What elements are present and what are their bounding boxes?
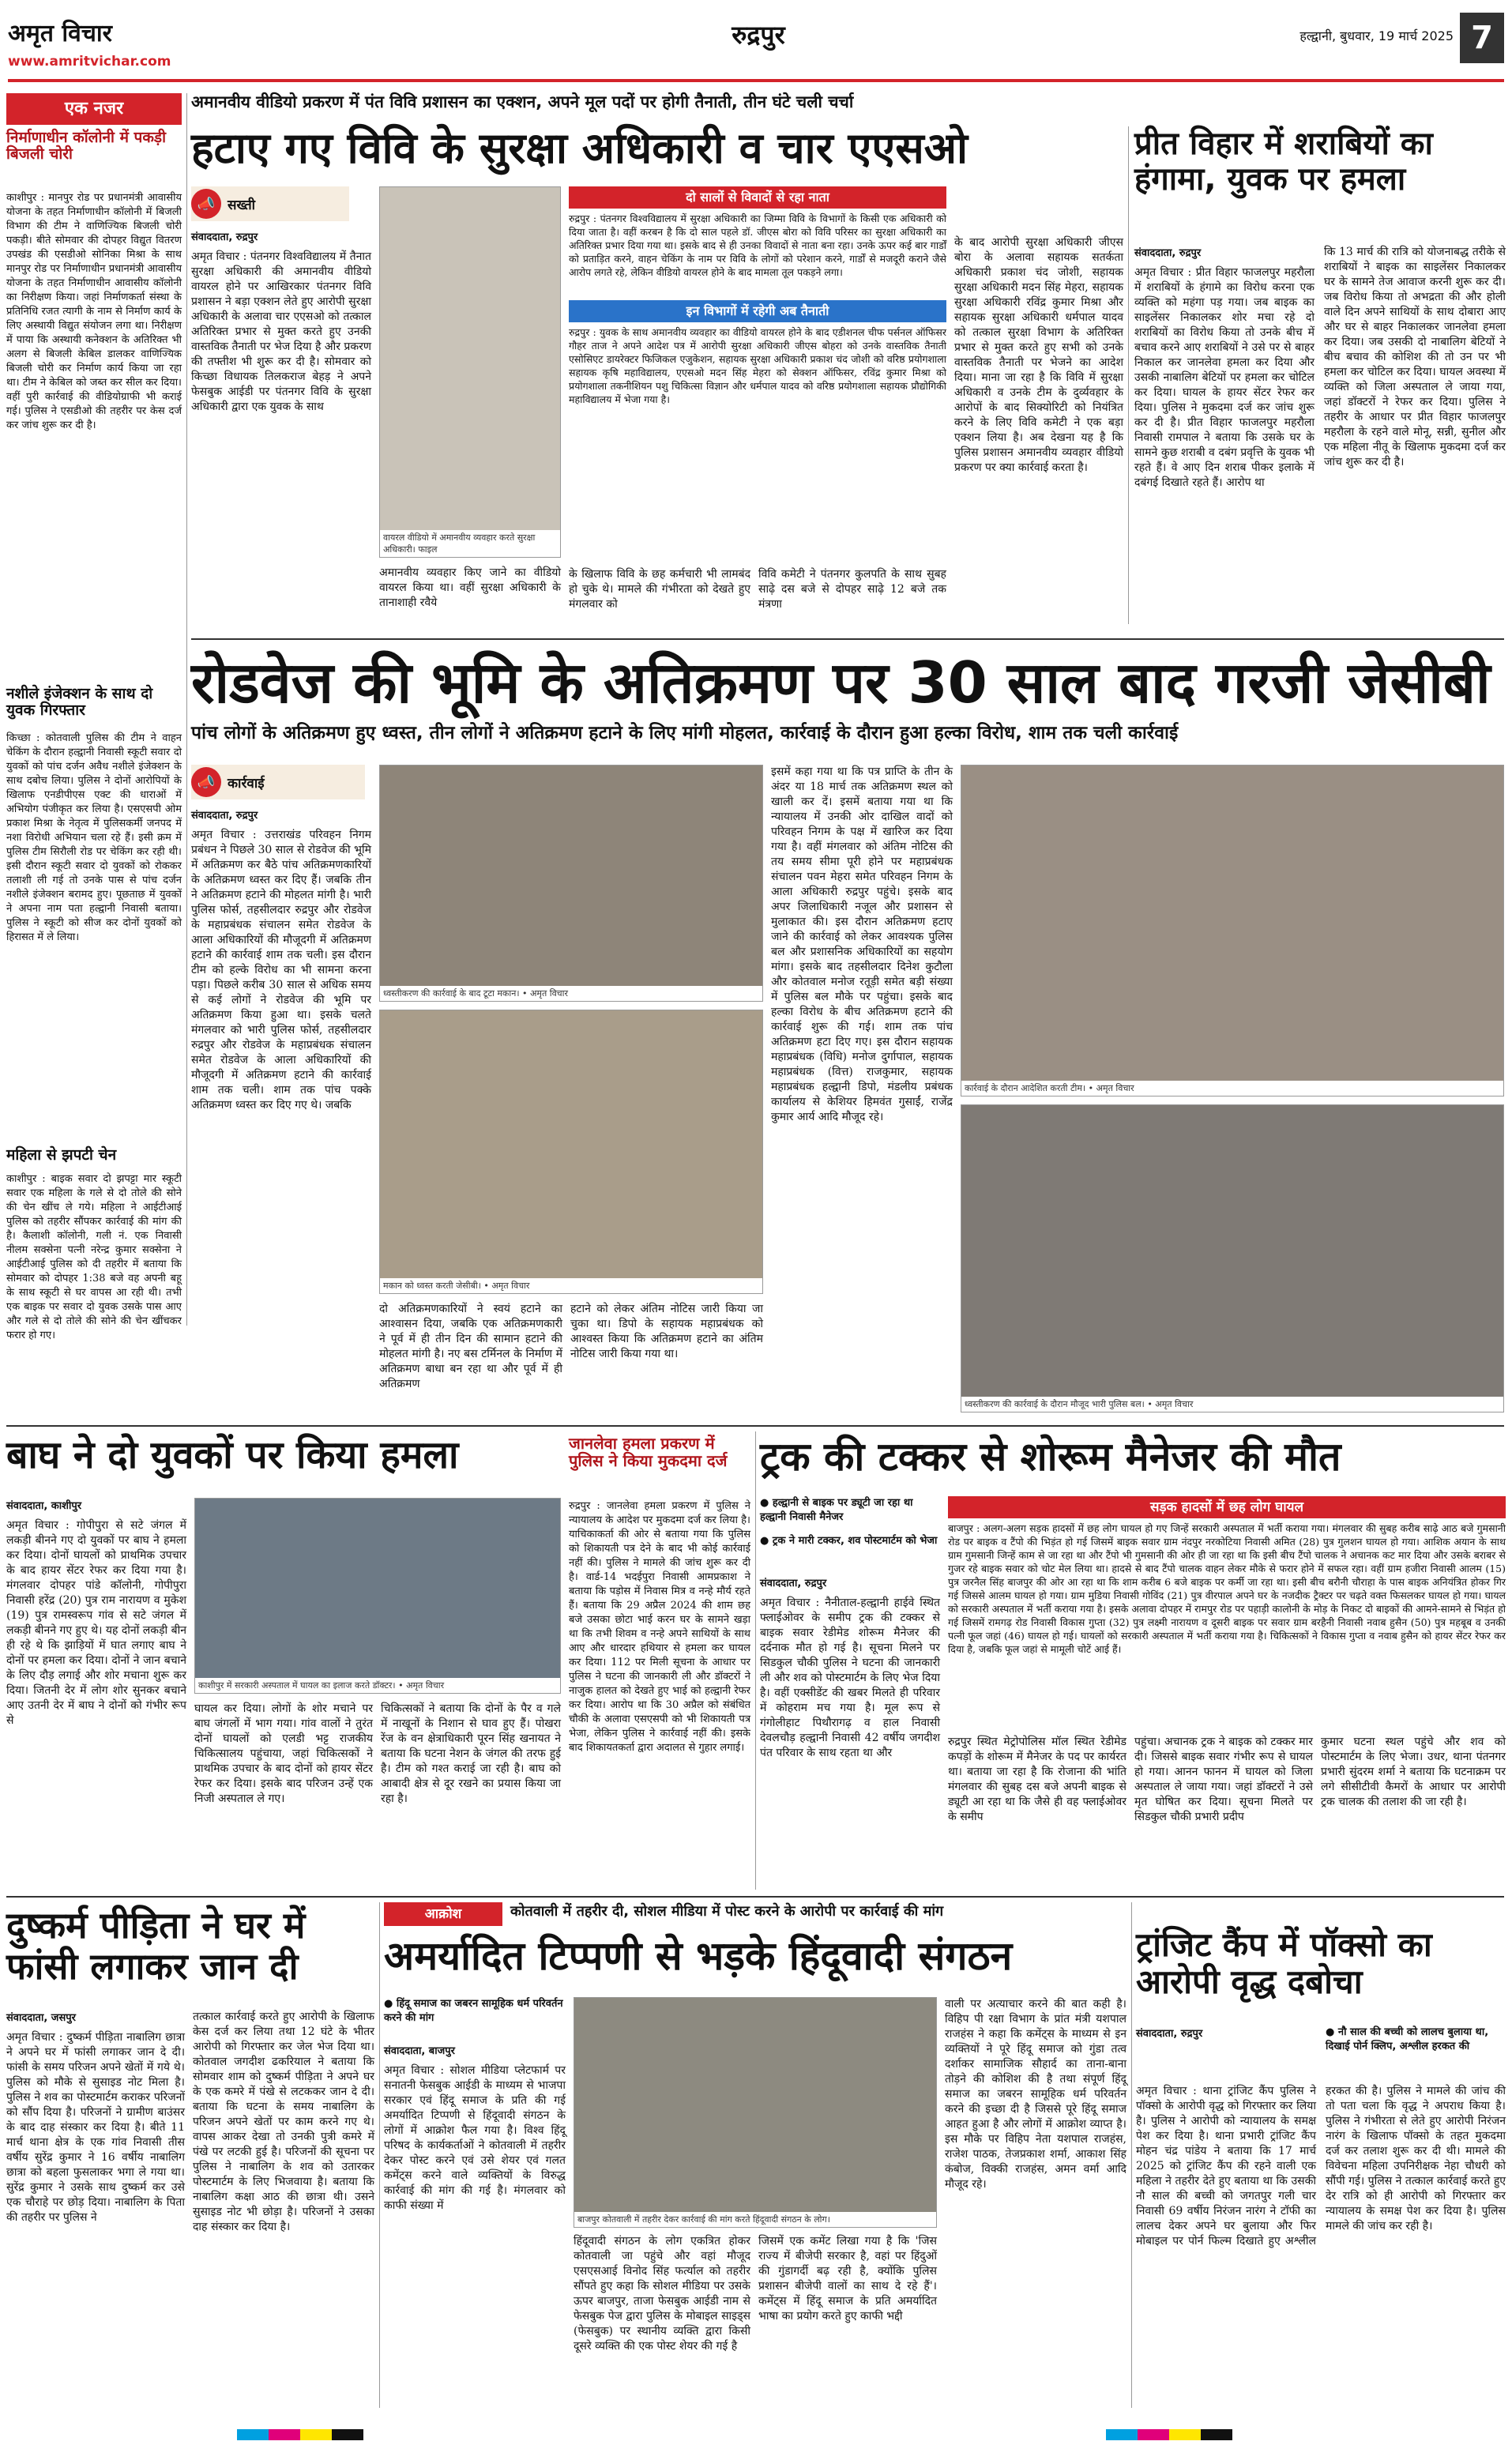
section-rule [191, 638, 1504, 640]
story-headline: जानलेवा हमला प्रकरण में पुलिस ने किया मुकदमा दर्ज [569, 1434, 728, 1471]
story-body: तत्काल कार्रवाई करते हुए आरोपी के खिलाफ केस दर्ज कर लिया तथा 12 घंटे के भीतर आरोपी को गिरफ्तार कर जेल भेज दिया था। कोतवाल जगदीश ढकरियाल ने बताया कि सोमवार शाम को दुष्कर्म पीड़िता ने अपने घर के एक कमरे में पंखे से लटककर जान दे दी। बताया कि घटना के समय नाबालिग के परिजन अपने खेतों पर काम करने गए थे। वापस आकर देखा तो उनकी पुत्री कमरे में पंखे पर लटकी हुई है। परिजनों की सूचना पर पुलिस ने नाबालिग के शव को उतारकर पोस्टमार्टम के लिए भिजवाया है। बताया कि नाबालिग कक्षा आठ की छात्रा थी। उसने सुसाइड नोट भी छोड़ा है। परिजनों ने उसका दाह संस्कार कर दिया है। [193, 2011, 374, 2233]
black-swatch [332, 2429, 363, 2440]
story-body: कुमार घटना स्थल पहुंचे और शव को पोस्टमार्टम के लिए भेजा। उधर, थाना पंतनगर प्रभारी सुंदरम शर्मा ने बताया कि घटनाक्रम पर लगे सीसीटीवी कैमरों के आधार पर आरोपी ट्रक चालक की तलाश की जा रही है। [1321, 1736, 1506, 1808]
photo-caption: ध्वस्तीकरण की कार्रवाई के दौरान मौजूद भारी पुलिस बल। • अमृत विचार [961, 1397, 1503, 1412]
masthead [0, 0, 1512, 87]
story-headline: अमर्यादित टिप्पणी से भड़के हिंदूवादी संगठन [384, 1933, 1013, 1979]
photo-caption: ध्वस्तीकरण की कार्रवाई के बाद टूटा मकान। • अमृत विचार [380, 986, 762, 1001]
story-headline: दुष्कर्म पीड़िता ने घर में फांसी लगाकर जान दी [6, 1904, 306, 1988]
story-police-case [569, 1431, 750, 1890]
dateline: हल्द्वानी, बुधवार, 19 मार्च 2025 [1299, 28, 1454, 43]
story-headline: रोडवेज की भूमि के अतिक्रमण पर 30 साल बाद गरजी जेसीबी [191, 649, 1491, 716]
story-pocso [1136, 1902, 1506, 2408]
story-headline: प्रीत विहार में शराबियों का हंगामा, युवक पर हमला [1134, 126, 1433, 197]
story-roadways-encroachment [191, 645, 1504, 1419]
photo-caption: वायरल वीडियो में अमानवीय व्यवहार करते सुरक्षा अधिकारी। फाइल [380, 530, 560, 557]
story-body: के खिलाफ विवि के छह कर्मचारी भी लामबंद हो चुके थे। मामले की गंभीरता को देखते हुए मंगलवार को [569, 568, 750, 611]
story-hindu-organisations [384, 1902, 1126, 2408]
story-body: घायल कर दिया। लोगों के शोर मचाने पर बाघ जंगलों में भाग गया। गांव वालों ने तुरंत दोनों घायलों को एलडी भट्ट राजकीय चिकित्सालय पहुंचाया, जहां चिकित्सकों ने प्राथमिक उपचार के बाद दोनों को हायर सेंटर रेफर कर दिया। इसके बाद परिजन उन्हें एक निजी अस्पताल ले गए। [194, 1702, 373, 1805]
byline: संवाददाता, बाजपुर [384, 2045, 455, 2057]
box-text: रुद्रपुर : पंतनगर विश्वविद्यालय में सुरक्षा अधिकारी का जिम्मा विवि के विभागों के किसी एक अधिकारी को दिया जाता है। वहीं करबन है कि दो साल पहले डॉ. जीएस बोरा को विवि परिसर का सुरक्षा अधिकारी का अतिरिक्त प्रभार दिया गया था। इसके बाद से ही उनका विवादों से नाता बना रहा। उनके ऊपर कई बार गार्डों को प्रताड़ित करने, वाहन चेकिंग के नाम पर विवि के लोगों को परेशान करने, गार्डों से मजदूरी कराने जैसे आरोप लगते रहे, लेकिन वीडियो वायरल होने के बाद मामला तूल पकड़ने लगा। [569, 213, 946, 278]
cyan-swatch [1106, 2429, 1138, 2440]
photo-caption: काशीपुर में सरकारी अस्पताल में घायल का इलाज करते डॉक्टर। • अमृत विचार [195, 1678, 560, 1693]
story-bullet [760, 1496, 942, 1533]
box-text: बाजपुर : अलग-अलग सड़क हादसों में छह लोग घायल हो गए जिन्हें सरकारी अस्पताल में भर्ती कराया गया। मंगलवार की सुबह करीब साढ़े आठ बजे गुमसानी रोड पर बाइक व टैंपो की भिड़ंत हो गई जिसमें बाइक सवार ग्राम नंदपुर नरकोटिया निवासी अमित (28) पुत्र गुलशन घायल हो गया। आशिक अयान के साथ ग्राम गुमसानी जिन्हें काम से जा रहा था और टैंपो भी गुमसानी की ओर ही जा रहा था कि इसी बीच टैंपो चालक ने अचानक कट मार दिया और उसके बराबर से गुजर रहे बाइक सवार को चोट मेल लिया था। हादसे से बाद टैंपो चालक वाहन लेकर मौके से फरार होने में सफल रहा। वहीं ग्राम हजीरा निवासी आलम (15) पुत्र जरनैल सिंह बाजपुर की ओर आ रहा था कि शाम करीब 6 बजे बाइक पर कर्मी जा रहा था। इसी बीच बरौनी चौराहा के पास बाइक अनियंत्रित होकर गिर गई जिससे आलम घायल हो गया। ग्राम मुडिया निवासी गोविंद (21) पुत्र वीरपाल अपने घर के नजदीक ट्रैक्टर पर चढ़ते वक्त फिसलकर घायल हो गया। घायल को सरकारी अस्पताल में भर्ती कराया गया है। इसके अलावा दोपहर में रामपुर रोड पर पहाड़ी कालोनी के मोड़ के निकट दो बाइकों की आमने-सामने से भिड़ंत हो गई जिसमें रामगढ़ रोड निवासी विकास गुप्ता (32) पुत्र लक्ष्मी नारायण व दूसरी बाइक पर सवार ग्राम बरहैनी निवासी नवाब हुसैन (50) पुत्र महबूब व उनकी पत्नी फूल जहां (46) घायल हो गई। घायलों को सरकारी अस्पताल में भर्ती कराया गया है। चिकित्सकों ने विकास गुप्ता व नवाब हुसैन को हायर सेंटर रेफर कर दिया है, जबकि फूल जहां से मामूली चोटें आई हैं। [948, 1522, 1506, 1655]
story-body: विवि कमेटी ने पंतनगर कुलपति के साथ सुबह साढ़े दस बजे से दोपहर साढ़े 12 बजे तक मंत्रणा [758, 568, 946, 611]
column-rule [186, 93, 187, 1326]
bullet-icon: ● [760, 1535, 773, 1547]
story-photo [961, 765, 1504, 1096]
magenta-swatch [269, 2429, 300, 2440]
byline: संवाददाता, रुद्रपुर [760, 1578, 827, 1589]
story-body: दो अतिक्रमणकारियों ने स्वयं हटाने का आश्वासन दिया, जबकि एक अतिक्रमणकारी ने पूर्व में ही तीन दिन की सामान हटाने की मोहलत मांगी है। नए बस टर्मिनल के निर्माण में अतिक्रमण बाधा बन रहा था और पूर्व में ही अतिक्रमण [379, 1303, 562, 1390]
story-security-officers [191, 93, 1123, 630]
bullet-icon: ● [1326, 2026, 1338, 2038]
photo-caption: कार्रवाई के दौरान आदेशित करती टीम। • अमृत विचार [961, 1081, 1503, 1096]
photo-caption: बाजपुर कोतवाली में तहरीर देकर कार्रवाई की मांग करते हिंदूवादी संगठन के लोग। [574, 2212, 936, 2227]
column-rule [1131, 1902, 1132, 2408]
megaphone-icon: 📣 [191, 189, 221, 219]
story-strap: अमानवीय वीडियो प्रकरण में पंत विवि प्रशासन का एक्शन, अपने मूल पदों पर होगी तैनाती, तीन घंटे चली चर्चा [191, 92, 854, 111]
column-rule [755, 1431, 756, 1890]
bullet-text: नौ साल की बच्ची को लालच बुलाया था, दिखाई पोर्न क्लिप, अश्लील हरकत की [1326, 2026, 1489, 2052]
story-body: रुद्रपुर स्थित मेट्रोपोलिस मॉल स्थित रेडीमेड कपड़ों के शोरूम में मैनेजर के पद पर कार्यरत था। बताया जा रहा है कि रोजाना की भांति मंगलवार की सुबह दस बजे अपनी बाइक से ड्यूटी आ रहा था कि जैसे ही वह फ्लाईओवर के समीप [948, 1736, 1126, 1823]
sidebar-item-text: किच्छा : कोतवाली पुलिस की टीम ने वाहन चेकिंग के दौरान हल्द्वानी निवासी स्कूटी सवार दो युवकों को पांच दर्जन अवैध नशीले इंजेक्शन के साथ दबोच लिया। पुलिस ने दोनों आरोपियों के खिलाफ एनडीपीएस एक्ट की धाराओं में अभियोग पंजीकृत कर लिया है। एसएसपी ओम प्रकाश मिश्रा के नेतृत्व में पुलिसकर्मी जनपद में नशा विरोधी अभियान चला रहे हैं। इसी क्रम में पुलिस टीम सिरौली रोड पर चेकिंग कर रही थी। इसी दौरान स्कूटी सवार दो युवकों को रोककर तलाशी ली गई तो उनके पास से पांच दर्जन नशीले इंजेक्शन बरामद हुए। पूछताछ में युवकों ने अपना नाम पता हल्द्वानी निवासी बताया। पुलिस ने स्कूटी को सीज कर दोनों युवकों को हिरासत में ले लिया। [6, 732, 182, 943]
color-registration-strip [237, 2429, 363, 2440]
cyan-swatch [237, 2429, 269, 2440]
city-title: रुद्रपुर [732, 20, 785, 50]
story-headline: ट्रांजिट कैंप में पॉक्सो का आरोपी वृद्ध दबोचा [1136, 1925, 1432, 2002]
byline: संवाददाता, जसपुर [6, 2012, 76, 2024]
bullet-icon: ● [384, 1998, 397, 2010]
story-body: अमृत विचार : प्रीत विहार फाजलपुर महरौला में शराबियों के हंगामे का विरोध करना एक व्यक्ति को महंगा पड़ गया। जब बाइक का साइलेंसर निकालकर शोर मचा रहे दो शराबियों का विरोध किया तो उनके बीच में बचाव करने आए शराबियों ने उसे पर से बाहर निकाल कर जानलेवा हमला कर दिया और उसकी नाबालिग बेटियों पर हमला कर चोटिल कर दिया। घायल के हायर सेंटर रेफर कर दिया। पुलिस ने मुकदमा दर्ज कर जांच शुरू कर दी है। प्रीत विहार फाजलपुर महरौला निवासी रामपाल ने बताया कि उसके घर के सामने कुछ शराबी व दबंग प्रवृत्ति के युवक भी रहते हैं। वे आए दिन शराब पीकर इलाके में दबंगई दिखाते रहते हैं। आरोप था [1134, 266, 1315, 489]
story-body: जिसमें एक कमेंट लिखा गया है कि 'जिस राज्य में बीजेपी सरकार है, वहां पर हिंदुओं की गुंडागर्दी बढ़ रही है, क्योंकि पुलिस प्रशासन बीजेपी वालों का साथ दे रहे हैं'। कमेंट्स में हिंदू समाज के प्रति अमर्यादित भाषा का प्रयोग करते हुए काफी भद्दी [758, 2235, 937, 2323]
box-title: दो सालों से विवादों से रहा नाता [569, 186, 946, 209]
story-body: हटाने को लेकर अंतिम नोटिस जारी किया जा चुका था। डिपो के सहायक महाप्रबंधक को आश्वस्त किया कि अतिक्रमण हटाने का अंतिम नोटिस जारी किया गया था। [570, 1303, 763, 1360]
color-registration-strip [1106, 2429, 1232, 2440]
box-title: इन विभागों में रहेगी अब तैनाती [569, 300, 946, 322]
sidebar-item-headline: महिला से झपटी चेन [6, 1146, 117, 1164]
sidebar-item-text: काशीपुर : बाइक सवार दो झपट्टा मार स्कूटी सवार एक महिला के गले से दो तोले की सोने की चेन खींच ले गये। महिला ने आईटीआई पुलिस को तहरीर सौंपकर कार्रवाई की मांग की है। कैलाशी कॉलोनी, गली नं. एक निवासी नीलम सक्सेना पत्नी नरेन्द्र कुमार सक्सेना ने आईटीआई पुलिस को दी तहरीर में बताया कि सोमवार को दोपहर 1:38 बजे वह अपनी बहू के साथ स्कूटी से घर वापस आ रही थी। तभी एक बाइक पर सवार दो युवक उसके पास आए और गले से दो तोले की सोने की चेन खींचकर फरार हो गए। [6, 1173, 182, 1341]
story-body: अमृत विचार : गोपीपुरा से सटे जंगल में लकड़ी बीनने गए दो युवकों पर बाघ ने हमला कर दिया। दोनों घायलों को प्राथमिक उपचार के बाद हायर सेंटर रेफर कर दिया गया है। मंगलवार दोपहर पांडे कॉलोनी, गोपीपुरा निवासी हरेंद्र (20) पुत्र राम नारायण व मुकेश (19) पुत्र रामस्वरूप गांव से सटे जंगल में लकड़ी बीनने गए हुए थे। यह दोनों लकड़ी बीन ही रहे थे कि झाड़ियों में घात लगाए बाघ ने दोनों पर हमला कर दिया। दोनों ने जान बचाने के लिए दौड़ लगाई और शोर मचाना शुरू कर दिया। जितनी देर में लोग शोर सुनकर बचाने आए उतनी देर में बाघ ने दोनों को गंभीर रूप से [6, 1519, 186, 1727]
story-preet-vihar [1134, 126, 1506, 632]
sidebar-item-text: काशीपुर : मानपुर रोड पर प्रधानमंत्री आवासीय योजना के तहत निर्माणाधीन कॉलोनी में बिजली विभाग की टीम ने वाणिज्यिक बिजली चोरी पकड़ी। बीते सोमवार की दोपहर विद्युत वितरण उपखंड की एसडीओ सोनिका मिश्रा के साथ मानपुर रोड पर निर्माणाधीन प्रधानमंत्री आवासीय योजना के तहत निर्माणाधीन आवासीय कॉलोनी का निरीक्षण किया। जहां निर्माणकर्ता संस्था के प्रतिनिधि रजत त्यागी के नाम से निर्माण कार्य के लिए अस्थायी विद्युत संयोजन लगा था। निरीक्षण में पाया कि अस्थायी कनेक्शन के अतिरिक्त भी अलग से बिजली केबिल डालकर वाणिज्यिक बिजली चोरी कर निर्माण कार्य किया जा रहा था। टीम ने केबिल को जब्त कर सील कर दिया। वहीं पुरी कार्रवाई की वीडियोग्राफी भी कराई गई। पुलिस ने एसडीओ की तहरीर पर केस दर्ज कर जांच शुरू कर दी है। [6, 192, 182, 431]
story-strap: पांच लोगों के अतिक्रमण हुए ध्वस्त, तीन लोगों ने अतिक्रमण हटाने के लिए मांगी मोहलत, कार्रवाई के दौरान हुआ हल्का विरोध, शाम तक चली कार्रवाई [191, 723, 1179, 743]
yellow-swatch [1169, 2429, 1201, 2440]
story-body: वाली पर अत्याचार करने की बात कही है। विहिप पी रक्षा विभाग के प्रांत मंत्री यशपाल राजहंस ने कहा कि कमेंट्स के माध्यम से इन व्यक्तियों ने पूरे हिंदू समाज को गुंडा तत्व दर्शाकर सामाजिक सौहार्द का ताना-बाना तोड़ने की कोशिश की है तथा संपूर्ण हिंदू समाज का जबरन सामूहिक धर्म परिवर्तन करने की इच्छा दी है जिससे पूरे हिंदू समाज आहत हुआ है और लोगों में आक्रोश व्याप्त है। इस मौके पर विहिप नेता यशपाल राजहंस, राजेश पाठक, तेजप्रकाश शर्मा, आकाश सिंह कंबोज, विक्की राजहंस, अमन वर्मा आदि मौजूद रहे। [945, 1998, 1126, 2191]
sidebar-item-headline: निर्माणाधीन कॉलोनी में पकड़ी बिजली चोरी [6, 129, 167, 164]
story-body: अमृत विचार : नैनीताल-हल्द्वानी हाईवे स्थित फ्लाईओवर के समीप ट्रक की टक्कर से बाइक सवार रेडीमेड शोरूम मैनेजर की दर्दनाक मौत हो गई है। सूचना मिलने पर सिडकुल चौकी पुलिस ने घटना की जानकारी ली और शव को पोस्टमार्टम के लिए भेज दिया है। वहीं एक्सीडेंट की खबर मिलते ही परिवार में कोहराम मच गया है। मूल रूप से गंगोलीहाट पिथौरागढ़ व हाल निवासी देवलचौड़ हल्द्वानी निवासी 42 वर्षीय जगदीश पंत परिवार के साथ रहता था और [760, 1597, 940, 1759]
story-headline: ट्रक की टक्कर से शोरूम मैनेजर की मौत [760, 1434, 1341, 1480]
megaphone-icon: 📣 [191, 767, 221, 797]
story-suicide [6, 1902, 374, 2408]
byline: संवाददाता, रुद्रपुर [191, 810, 258, 822]
story-strap: कोतवाली में तहरीर दी, सोशल मीडिया में पोस्ट करने के आरोपी पर कार्रवाई की मांग [510, 1903, 944, 1920]
story-body: अमृत विचार : उत्तराखंड परिवहन निगम प्रबंधन ने पिछले 30 साल से रोडवेज की भूमि में अतिक्रमण कर बैठे पांच अतिक्रमणकारियों के अतिक्रमण ध्वस्त कर दिए हैं। जबकि तीन ने अतिक्रमण हटाने की मोहलत मांगी है। भारी पुलिस फोर्स, तहसीलदार रुद्रपुर और रोडवेज के महाप्रबंधक संचालन समेत रोडवेज के आला अधिकारियों की मौजूदगी में अतिक्रमण हटाने की कार्रवाई शाम तक चली। इस दौरान टीम को हल्के विरोध का भी सामना करना पड़ा। पिछले करीब 30 साल से अधिक समय से कई लोगों ने रोडवेज की भूमि पर अतिक्रमण किया हुआ था। इसके चलते मंगलवार को भारी पुलिस फोर्स, तहसीलदार रुद्रपुर और रोडवेज के महाप्रबंधक संचालन समेत रोडवेज के आला अधिकारियों की मौजूदगी में अतिक्रमण हटाने की कार्रवाई शाम तक चली। शाम तक पांच पक्के अतिक्रमण ध्वस्त कर दिए गए थे। जबकि [191, 829, 371, 1112]
logo: अमृत विचार [8, 20, 112, 47]
story-body: अमृत विचार : दुष्कर्म पीड़िता नाबालिग छात्रा ने अपने घर में फांसी लगाकर जान दे दी। फांसी के समय परिजन अपने खेतों में गये थे। पुलिस को मौके से सुसाइड नोट मिला है। पुलिस ने शव का पोस्टमार्टम कराकर परिजनों को सौंप दिया है। परिजनों ने ग्रामीण बाउंसर के बाद दाह संस्कार कर दिया है। बीते 11 मार्च थाना क्षेत्र के एक गांव निवासी तीस वर्षीय सुरेंद्र कुमार ने 16 वर्षीय नाबालिग छात्रा को बहला फुसलाकर भगा ले गया था। सुरेंद्र कुमार ने उसके साथ दुष्कर्म कर उसे एक चौराहे पर छोड़ दिया। नाबालिग के पिता की तहरीर पर पुलिस ने [6, 2031, 185, 2224]
byline: संवाददाता, रुद्रपुर [191, 231, 258, 243]
kicker-label: सख्ती [228, 197, 256, 213]
box-title: सड़क हादसों में छह लोग घायल [948, 1496, 1506, 1518]
column-rule [379, 1902, 380, 2408]
story-bullet [1326, 2026, 1506, 2078]
story-body: पहुंचा। अचानक ट्रक ने बाइक को टक्कर मार दी। जिससे बाइक सवार गंभीर रूप से घायल हो गया। आनन फानन में घायल को जिला अस्पताल ले जाया गया। जहां डॉक्टरों ने उसे मृत घोषित कर दिया। सूचना मिलते पर सिडकुल चौकी प्रभारी प्रदीप [1134, 1736, 1313, 1823]
byline: संवाददाता, रुद्रपुर [1134, 247, 1202, 259]
bullet-icon: ● [760, 1497, 773, 1509]
story-body: अमृत विचार : सोशल मीडिया प्लेटफार्म पर सनातनी फेसबुक आईडी के माध्यम से भाजपा सरकार एवं हिंदू समाज के प्रति की गई अमर्यादित टिप्पणी से हिंदूवादी संगठन के लोगों में आक्रोश फैल गया है। विश्व हिंदू परिषद के कार्यकर्ताओं ने कोतवाली में तहरीर देकर पोस्ट करने एवं उसे शेयर एवं गलत कमेंट्स करने वाले व्यक्तियों के विरुद्ध कार्रवाई की मांग की गई है। मंगलवार को काफी संख्या में [384, 2064, 566, 2212]
story-photo [379, 1010, 763, 1294]
yellow-swatch [300, 2429, 332, 2440]
story-body: अमृत विचार : पंतनगर विश्वविद्यालय में तैनात सुरक्षा अधिकारी की अमानवीय वीडियो वायरल होने पर आखिरकार पंतनगर विवि प्रशासन ने बड़ा एक्शन लेते हुए आरोपी सुरक्षा अधिकारी के अलावा चार एएसओ को तत्काल अतिरिक्त प्रभार से मुक्त करते हुए उनकी वास्तविक तैनाती पर भेज दिया है और प्रकरण की तफ्तीश भी शुरू कर दी है। सोमवार को किच्छा विधायक तिलकराज बेहड़ ने अपने फेसबुक आईडी पर पंतनगर विवि के सुरक्षा अधिकारी द्वारा एक युवक के साथ [191, 250, 371, 413]
box-text: रुद्रपुर : युवक के साथ अमानवीय व्यवहार का वीडियो वायरल होने के बाद एडीशनल चीफ पर्सनल ऑफिसर गौहर ताज ने अपने आदेश पत्र में आरोपी सुरक्षा अधिकारी जीएस बोहरा को उनके वास्तविक तैनाती एसोसिएट डायरेक्टर फिजिकल एजुकेशन, सहायक सुरक्षा अधिकारी प्रकाश चंद जोशी को वरिष्ठ प्रयोगशाला सहायक कृषि महाविद्यालय, एएसओ मदन सिंह मेहरा को सेक्शन ऑफिसर, रविंद्र कुमार मिश्रा को प्रयोगशाला तकनीशियन पशु चिकित्सा विज्ञान और धर्मपाल यादव को वरिष्ठ प्रयोगशाला सहायक प्रौद्योगिकी महाविद्यालय में भेजा गया है। [569, 326, 946, 405]
bullet-text: ट्रक ने मारी टक्कर, शव पोस्टमार्टम को भेजा [772, 1535, 938, 1547]
story-body: रुद्रपुर : जानलेवा हमला प्रकरण में पुलिस ने न्यायालय के आदेश पर मुकदमा दर्ज कर लिया है। याचिकाकर्ता की ओर से बताया गया कि पुलिस को शिकायती पत्र देने के बाद भी कोई कार्रवाई नहीं की। पुलिस ने मामले की जांच शुरू कर दी है। वार्ड-14 भदईपुरा निवासी आमप्रकाश ने बताया कि पड़ोस में निवास मित्र व नन्हे मौर्य रहते हैं। बताया कि 29 अप्रैल 2024 की शाम छह बजे उसका छोटा भाई करन घर के सामने खड़ा था कि तभी शिवम व नन्हे अपने साथियों के साथ आए और धारदार हथियार से हमला कर घायल कर दिया। 112 पर मिली सूचना के आधार पर पुलिस ने घटना की जानकारी ली और डॉक्टरों ने नाजुक हालत को देखते हुए भाई को हल्द्वानी रेफर कर दिया। आरोप था कि 30 अप्रैल को संबंधित चौकी के अलावा एसएसपी को भी शिकायती पत्र भेजा, लेकिन पुलिस ने कार्रवाई नहीं की। इसके बाद शिकायतकर्ता द्वारा अदालत से गुहार लगाई। [569, 1500, 750, 1754]
story-headline: बाघ ने दो युवकों पर किया हमला [6, 1433, 459, 1477]
story-truck-accident [760, 1431, 1506, 1890]
magenta-swatch [1138, 2429, 1169, 2440]
story-kicker [191, 765, 365, 799]
story-photo [194, 1498, 561, 1694]
story-photo [379, 186, 561, 558]
story-bullet [384, 1997, 566, 2038]
photo-caption: मकान को ध्वस्त करती जेसीबी। • अमृत विचार [380, 1278, 762, 1293]
story-body: कि 13 मार्च की रात्रि को योजनाबद्ध तरीके से शराबियों ने बाइक का साइलेंसर निकालकर घर के सामने तेज आवाज करनी शुरू कर दी। जब विरोध किया तो अभद्रता की और होली वाले दिन अपने साथियों के साथ दोबारा आए और घर से बाहर निकालकर जानलेवा हमला कर दिया। जब उसकी दो नाबालिग बेटियों ने बीच बचाव की कोशिश की तो उन पर भी हमला कर चोटिल कर दिया। घायल अवस्था में व्यक्ति को जिला अस्पताल ले जाया गया, जहां डॉक्टरों ने रेफर कर दिया। पुलिस ने तहरीर के आधार पर प्रीत विहार फाजलपुर महरौला के रहने वाले मोनू, सन्नी, सुनील और एक महिला नीतू के खिलाफ मुकदमा दर्ज कर जांच शुरू कर दी है। [1324, 246, 1506, 468]
story-body: के बाद आरोपी सुरक्षा अधिकारी जीएस बोरा के अलावा सहायक सतर्कता अधिकारी प्रकाश चंद जोशी, सहायक सुरक्षा अधिकारी मदन सिंह मेहरा, सहायक सुरक्षा अधिकारी रविंद्र कुमार मिश्रा और सहायक सुरक्षा अधिकारी धर्मपाल यादव को तत्काल सुरक्षा विभाग के अतिरिक्त प्रभार से मुक्त करते हुए सभी को उनके वास्तविक तैनाती पर भेजने का आदेश दिया। माना जा रहा है कि विवि में सुरक्षा अधिकारी व उनके टीम के दुर्व्यवहार के आरोपों के बाद सिक्योरिटी को नियंत्रित करने के लिए विवि कमेटी ने एक बड़ा एक्शन लिया है। अब देखना यह है कि पुलिस प्रशासन अमानवीय व्यवहार वीडियो प्रकरण पर क्या कार्रवाई करता है। [954, 236, 1123, 474]
story-tiger-attack [6, 1431, 561, 1890]
bullet-text: हल्द्वानी से बाइक पर ड्यूटी जा रहा था हल्द्वानी निवासी मैनेजर [760, 1497, 913, 1523]
byline: संवाददाता, रुद्रपुर [1136, 2028, 1203, 2040]
sidebar [6, 93, 182, 1341]
column-rule [1128, 126, 1129, 624]
section-rule [6, 1425, 1504, 1427]
story-kicker: आक्रोश [384, 1902, 502, 1926]
section-rule [6, 1896, 1504, 1898]
byline: संवाददाता, काशीपुर [6, 1500, 82, 1512]
story-body: इसमें कहा गया था कि पत्र प्राप्ति के तीन के अंदर या 18 मार्च तक अतिक्रमण स्थल को खाली कर दें। इसमें बताया गया था कि न्यायालय में उनकी ओर दाखिल वादों को परिवहन निगम के पक्ष में खारिज कर दिया गया है। वहीं मंगलवार को अंतिम नोटिस की तय समय सीमा पूरी होने पर महाप्रबंधक संचालन पवन मेहरा समेत परिवहन निगम के आला अधिकारी रुद्रपुर पहुंचे। इसके बाद अपर जिलाधिकारी नजूल और प्रशासन से मुलाकात की। इस दौरान अतिक्रमण हटाए जाने की कार्रवाई को लेकर आवश्यक पुलिस बल और प्रशासनिक अधिकारियों का सहयोग मांगा। इसके बाद तहसीलदार दिनेश कुटौला और कोतवाल मनोज रतूड़ी समेत बड़ी संख्या में पुलिस बल मौके पर पहुंचा। इसके बाद हल्का विरोध के बीच अतिक्रमण हटाने की कार्रवाई शुरू की गई। शाम तक पांच अतिक्रमण हटा दिए गए। इस दौरान सहायक महाप्रबंधक (विधि) मनोज दुर्गापाल, सहायक महाप्रबंधक (वित्त) राजकुमार, सहायक महाप्रबंधक हल्द्वानी डिपो, मंडलीय प्रबंधक कार्यालय से केशियर हिमवंत गुसाईं, राजेंद्र कुमार आर्य आदि मौजूद रहे। [771, 765, 953, 1123]
page-number: 7 [1460, 13, 1504, 63]
story-kicker [191, 186, 349, 221]
bullet-text: हिंदू समाज का जबरन सामूहिक धर्म परिवर्तन करने की मांग [384, 1998, 563, 2024]
masthead-rule [8, 79, 1504, 82]
story-body: चिकित्सकों ने बताया कि दोनों के पैर व गले में नाखूनों के निशान से घाव हुए हैं। पोखरा रेंज के वन क्षेत्राधिकारी पूरन सिंह खनायत ने बताया कि घटना नेशन के जंगल की तरफ हुई है। टीम को गश्त कराई जा रही है। बाघ को आबादी क्षेत्र से दूर रखने का प्रयास किया जा रहा है। [381, 1702, 561, 1805]
sidebar-item-headline: नशीले इंजेक्शन के साथ दो युवक गिरफ्तार [6, 685, 153, 720]
black-swatch [1201, 2429, 1232, 2440]
sidebar-title: एक नजर [6, 93, 182, 125]
site-url: www.amritvichar.com [8, 54, 171, 70]
story-body: अमृत विचार : थाना ट्रांजिट कैंप पुलिस ने पॉक्सो के आरोपी वृद्ध को गिरफ्तार कर लिया है। पुलिस ने आरोपी को न्यायालय के समक्ष पेश कर दिया है। थाना प्रभारी ट्रांजिट कैंप मोहन चंद्र पांडेय ने बताया कि 17 मार्च 2025 को ट्रांजिट कैंप की रहने वाली एक महिला ने तहरीर देते हुए बताया था कि उसकी नौ साल की बच्ची को जगतपुर गली चार निवासी 69 वर्षीय निरंजन नारंग ने टॉफी का लालच देकर अपने घर बुलाया और फिर मोबाइल पर पोर्न फिल्म दिखाते हुए अश्लील हरकत की है। पुलिस ने मामले की जांच की तो पता चला कि वृद्ध ने अपराध किया है। पुलिस ने गंभीरता से लेते हुए आरोपी निरंजन नारंग के खिलाफ पॉक्सो के तहत मुकदमा दर्ज कर तलाश शुरू कर दी थी। मामले की विवेचना महिला उपनिरीक्षक नेहा चौधरी को सौंपी गई। पुलिस ने तत्काल कार्रवाई करते हुए देर रात्रि को ही आरोपी को गिरफ्तार कर न्यायालय के समक्ष पेश कर दिया है। पुलिस मामले की जांच कर रही है। [1136, 2085, 1506, 2248]
story-photo [961, 1104, 1504, 1412]
story-body: अमानवीय व्यवहार किए जाने का वीडियो वायरल किया था। वहीं सुरक्षा अधिकारी के तानाशाही रवैये [379, 566, 561, 609]
story-photo [379, 765, 763, 1002]
kicker-label: कार्रवाई [228, 775, 265, 792]
story-photo [574, 1997, 937, 2228]
story-body: हिंदूवादी संगठन के लोग एकत्रित होकर कोतवाली जा पहुंचे और वहां मौजूद एसएसआई विनोद सिंह फर्त्याल को तहरीर सौंपते हुए कहा कि सोशल मीडिया पर उसके ऊपर बाजपुर, ताजा फेसबुक आईडी नाम से फेसबुक पेज द्वारा पुलिस के मोबाइल साइड्स (फेसबुक) पर स्थानीय व्यक्ति द्वारा किसी दूसरे व्यक्ति की एक पोस्ट शेयर की गई है [574, 2235, 750, 2353]
story-bullet [760, 1534, 942, 1570]
story-headline: हटाए गए विवि के सुरक्षा अधिकारी व चार एएसओ [191, 123, 969, 173]
